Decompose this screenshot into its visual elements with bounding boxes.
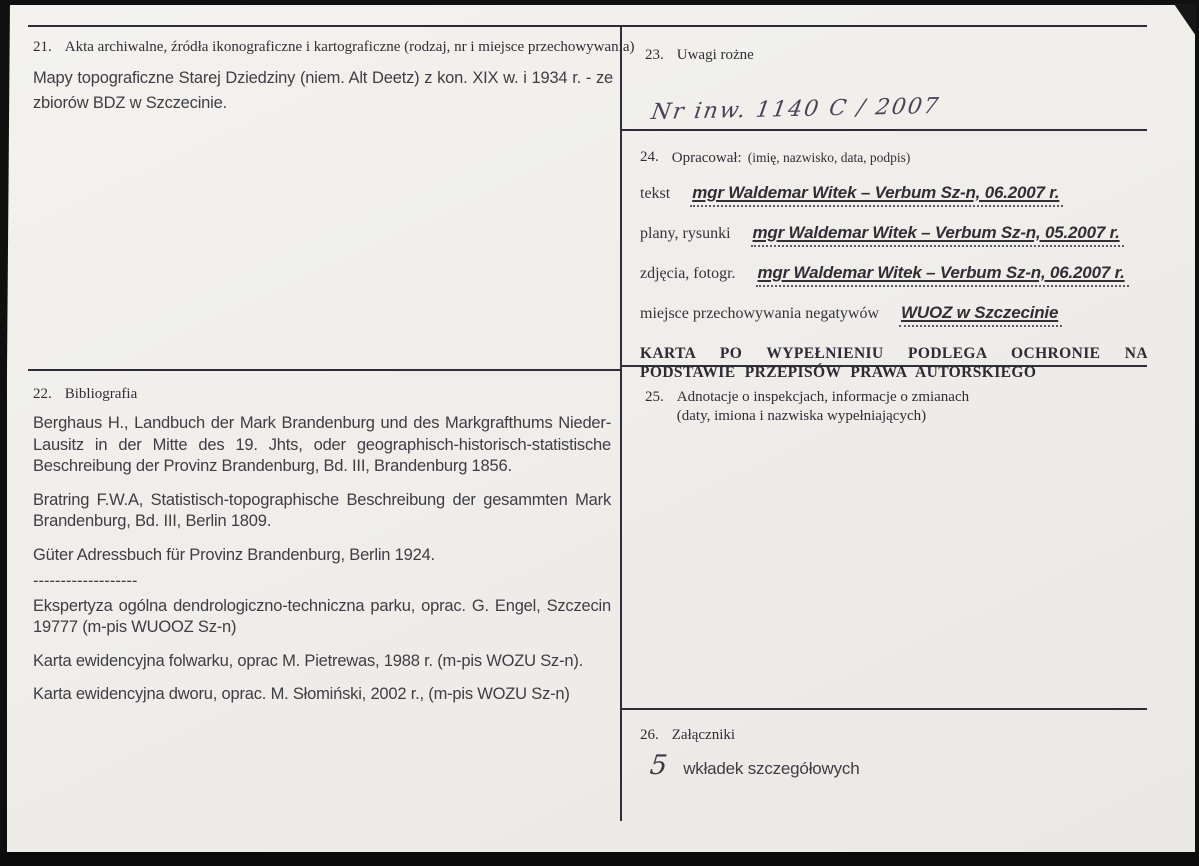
- section-title-line2: (daty, imiona i nazwiska wypełniających): [676, 408, 927, 424]
- divider-vertical-center: [620, 25, 622, 821]
- section-26-header: [640, 726, 1130, 745]
- section-title-text: Opracował:: [671, 150, 742, 166]
- bibliography-entry: Ekspertyza ogólna dendrologiczno-techniczna parku, oprac. G. Engel, Szczecin 19777 (m-pis WUOOZ Sz-n): [33, 596, 611, 636]
- bibliography-entry: Karta ewidencyjna dworu, oprac. M. Słomiński, 2002 r., (m-pis WOZU Sz-n): [33, 685, 570, 703]
- divider-section-23-24: [621, 129, 1147, 131]
- bibliography-entry: Berghaus H., Landbuch der Mark Brandenburg und des Markgrafthums Nieder-Lausitz in der Mitte des 19. Jhts, oder geographisch-historisch-statistische Beschreibung der Provinz Brandenburg, Bd. III, Brandenburg 1856.: [33, 414, 611, 475]
- inventory-number-handwriting: Nr inw. 1140 C / 2007: [649, 93, 942, 126]
- attachment-count-handwriting: 5: [648, 750, 669, 781]
- section-number: 24.: [640, 149, 659, 165]
- section-number: 21.: [33, 39, 52, 55]
- bibliography-entry: Güter Adressbuch für Provinz Brandenburg, Berlin 1924.: [33, 545, 435, 564]
- scan-edge-top: [0, 0, 1199, 5]
- section-23-header: [645, 46, 1135, 65]
- section-21-header: [33, 38, 635, 57]
- negatives-storage-value: WUOZ w Szczecinie: [899, 303, 1062, 327]
- section-22-header: [33, 385, 611, 404]
- section-23-remarks: [645, 46, 1135, 65]
- bibliography-entry: Karta ewidencyjna folwarku, oprac M. Pietrewas, 1988 r. (m-pis WOZU Sz-n).: [33, 651, 584, 670]
- section-title: [672, 148, 911, 168]
- section-title: Uwagi rożne: [676, 47, 754, 63]
- section-title-line1: Adnotacje o inspekcjach, informacje o zmianach: [676, 389, 970, 405]
- author-row-value: mgr Waldemar Witek – Verbum Sz-n, 06.2007 r.: [690, 183, 1063, 207]
- negatives-storage-label: miejsce przechowywania negatywów: [640, 305, 880, 322]
- section-21-archival-records: [33, 38, 635, 116]
- section-title: Bibliografia: [64, 386, 138, 402]
- negatives-storage-row: [640, 303, 1148, 327]
- copyright-notice: KARTA PO WYPEŁNIENIU PODLEGA OCHRONIE NA PODSTAWIE PRZEPISÓW PRAWA AUTORSKIEGO: [640, 345, 1148, 381]
- section-number: 22.: [33, 386, 52, 402]
- divider-section-21-22: [28, 369, 620, 371]
- bibliography-separator: -------------------: [33, 572, 138, 590]
- bibliography-list: [33, 413, 611, 706]
- divider-top: [28, 25, 1147, 27]
- section-title-note: (imię, nazwisko, data, podpis): [747, 150, 911, 165]
- section-title: [677, 388, 969, 426]
- section-number: 25.: [645, 389, 664, 405]
- section-title: Akta archiwalne, źródła ikonograficzne i kartograficzne (rodzaj, nr i miejsce przechowywania): [64, 39, 635, 55]
- section-number: 26.: [640, 727, 659, 743]
- divider-section-25-26: [621, 708, 1147, 710]
- section-number: 23.: [645, 47, 664, 63]
- author-row-value: mgr Waldemar Witek – Verbum Sz-n, 06.2007 r.: [756, 263, 1129, 287]
- attachment-count-label: wkładek szczegółowych: [683, 759, 860, 778]
- section-21-body: Mapy topograficzne Starej Dziedziny (niem. Alt Deetz) z kon. XIX w. i 1934 r. - ze zbiorów BDZ w Szczecinie.: [33, 69, 613, 112]
- scan-edge-bottom: [0, 852, 1199, 866]
- bibliography-entry: Bratring F.W.A, Statistisch-topographische Beschreibung der gesammten Mark Brandenburg, Bd. III, Berlin 1809.: [33, 490, 611, 530]
- author-row-label: zdjęcia, fotogr.: [640, 265, 736, 282]
- author-row-value: mgr Waldemar Witek – Verbum Sz-n, 05.2007 r.: [751, 223, 1124, 247]
- section-24-prepared-by: [640, 148, 1148, 382]
- attachments-entry: [650, 750, 859, 781]
- section-24-header: [640, 148, 1148, 168]
- author-row-label: plany, rysunki: [640, 225, 731, 242]
- section-25-header: [645, 388, 1135, 426]
- author-row-plans: [640, 223, 1148, 247]
- section-26-attachments: [640, 726, 1130, 745]
- author-row-photos: [640, 263, 1148, 287]
- section-25-inspection-notes: [645, 388, 1135, 426]
- section-title: Załączniki: [671, 727, 736, 743]
- section-22-bibliography: [33, 385, 611, 718]
- scan-edge-right: [1195, 0, 1199, 866]
- author-row-text: [640, 183, 1148, 207]
- author-row-label: tekst: [640, 185, 671, 202]
